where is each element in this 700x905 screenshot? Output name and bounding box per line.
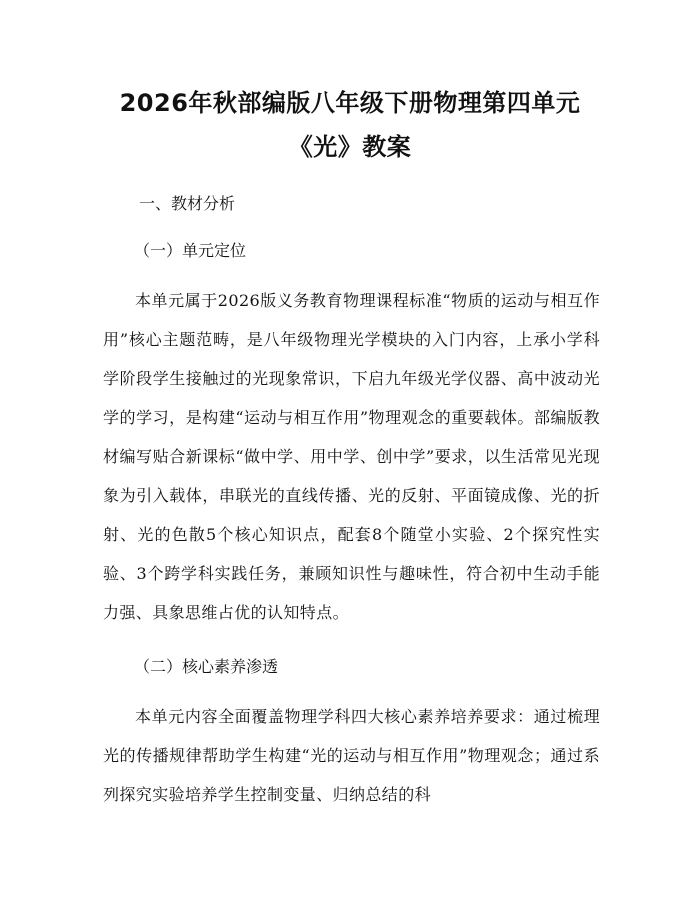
- document-title-line2: 《光》教案: [288, 133, 412, 161]
- subsection-heading-unit-positioning: （一）单元定位: [134, 241, 247, 260]
- paragraph-core-literacy: 本单元内容全面覆盖物理学科四大核心素养培养要求：通过梳理光的传播规律帮助学生构建“光的运动与相互作用”物理观念；通过系列探究实验培养学生控制变量、归纳总结的科: [103, 707, 600, 804]
- document-title-line1: 2026年秋部编版八年级下册物理第四单元: [119, 89, 581, 117]
- subsection-heading-core-literacy: （二）核心素养渗透: [134, 657, 279, 676]
- section-heading-textbook-analysis: 一、教材分析: [139, 194, 236, 213]
- paragraph-unit-positioning: 本单元属于2026版义务教育物理课程标准“物质的运动与相互作用”核心主题范畴，是八年级物理光学模块的入门内容，上承小学科学阶段学生接触过的光现象常识，下启九年级光学仪器、高中波动光学的学习，是构建“运动与相互作用”物理观念的重要载体。部编版教材编写贴合新课标“做中学、用中学、创中学”要求，以生活常见光现象为引入载体，串联光的直线传播、光的反射、平面镜成像、光的折射、光的色散5个核心知识点，配套8个随堂小实验、2个探究性实验、3个跨学科实践任务，兼顾知识性与趣味性，符合初中生动手能力强、具象思维占优的认知特点。: [103, 291, 600, 622]
